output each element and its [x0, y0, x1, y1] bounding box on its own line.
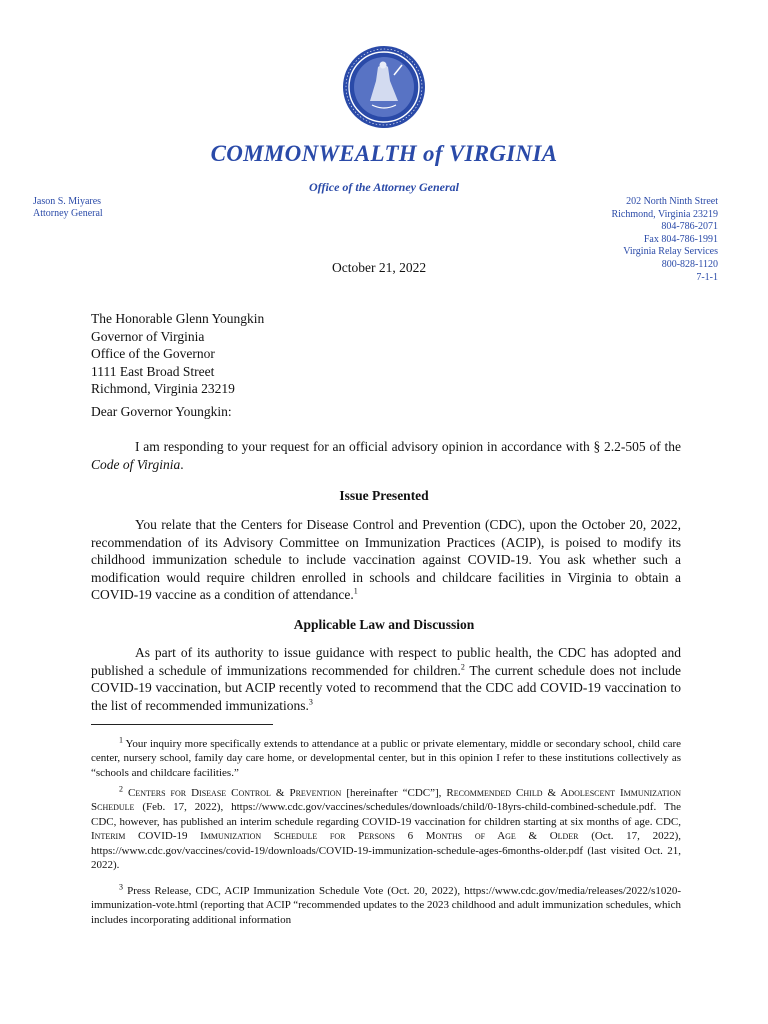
footnote-3: [91, 884, 681, 927]
address-line: 804-786-2071: [661, 221, 718, 233]
footnote-mark: 1: [119, 735, 123, 745]
attorney-general-block: [33, 196, 103, 220]
letter-date: October 21, 2022: [332, 260, 427, 275]
issue-heading: Issue Presented: [339, 488, 429, 503]
law-text-1: As part of its authority to issue guidance with respect to public health, the CDC has adopted and published a schedule of immunizations recommended for children.: [91, 645, 681, 678]
footnote-ref[interactable]: 2: [460, 662, 465, 672]
ag-title: Attorney General: [33, 208, 103, 219]
footnote-mark: 2: [119, 784, 123, 794]
recipient-line: The Honorable Glenn Youngkin: [91, 311, 265, 326]
ag-name: Jason S. Miyares: [33, 196, 102, 207]
issue-text: You relate that the Centers for Disease Control and Prevention (CDC), upon the October 20, 2022, recommendation of its Advisory Committee on Immunization Practices (ACIP), is poised to modify its childhood immunization schedule to include vaccination against COVID-19. You ask whether such a modification would require children enrolled in schools and childcare facilities in Virginia to obtain a COVID-19 vaccine as a condition of attendance.: [91, 517, 681, 603]
virginia-state-seal-icon: [342, 45, 426, 129]
footnote-mark: 3: [119, 882, 123, 892]
recipient-line: Office of the Governor: [91, 346, 215, 362]
code-of-virginia: Code of Virginia: [91, 456, 181, 472]
footnote-source: Recommended Child & Adolescent Immunization Schedule: [91, 787, 682, 814]
address-line: 800-828-1120: [661, 258, 718, 270]
recipient-line: Governor of Virginia: [91, 328, 205, 344]
law-heading: Applicable Law and Discussion: [293, 617, 475, 632]
footnote-divider: [91, 724, 273, 725]
footnote-text: Press Release, CDC, ACIP Immunization Schedule Vote (Oct. 20, 2022), https://www.cdc.gov/media/releases/2022/s1020-immunization-vote.html (reporting that ACIP “recommended updates to the 2023 childhood and adult immunization schedules, which includes incorporating additional information: [91, 885, 681, 926]
footnote-ref[interactable]: 1: [353, 586, 358, 596]
address-line: Richmond, Virginia 23219: [611, 208, 718, 220]
address-line: 202 North Ninth Street: [626, 196, 718, 207]
letterhead-title: COMMONWEALTH of VIRGINIA: [210, 141, 558, 166]
salutation: Dear Governor Youngkin:: [91, 404, 232, 419]
footnote-text: Your inquiry more specifically extends to attendance at a public or private elementary, middle or secondary school, child care center, nursery school, family day care home, or developmental center, but in this opinion I refer to these institutions collectively as “schools and childcare facilities.”: [91, 738, 681, 779]
intro-text: I am responding to your request for an official advisory opinion in accordance with § 2.2-505 of the: [135, 439, 681, 454]
address-line: Fax 804-786-1991: [643, 233, 718, 245]
issue-paragraph: [91, 516, 681, 604]
address-line: Virginia Relay Services: [623, 246, 718, 258]
footnote-source: Interim COVID-19 Immunization Schedule for Persons 6 Months of Age & Older: [91, 830, 579, 843]
footnote-text: (Oct. 17, 2022), https://www.cdc.gov/vaccines/covid-19/downloads/COVID-19-immunization-schedule-ages-6months-older.pdf (last visited Oct. 21, 2022).: [91, 830, 681, 872]
recipient-line: Richmond, Virginia 23219: [91, 381, 235, 397]
address-line: 7-1-1: [696, 271, 718, 283]
intro-paragraph: [91, 438, 681, 473]
footnote-text: (Feb. 17, 2022), https://www.cdc.gov/vaccines/schedules/downloads/child/0-18yrs-child-combined-schedule.pdf. The CDC, however, has published an interim schedule regarding COVID-19 vaccination for children starting at six months of age. CDC,: [91, 801, 681, 828]
law-text-2: The current schedule does not include COVID-19 vaccination, but ACIP recently voted to recommend that the CDC add COVID-19 vaccination to the list of recommended immunizations.: [91, 662, 681, 713]
footnote-2: [91, 786, 681, 872]
intro-end: .: [180, 456, 184, 472]
office-address-block: [611, 196, 718, 284]
footnote-source: Centers for Disease Control & Prevention: [128, 787, 342, 799]
footnote-1: [91, 737, 681, 780]
footnote-text: [hereinafter “CDC”],: [341, 787, 447, 799]
letterhead-office: Office of the Attorney General: [309, 180, 459, 194]
recipient-block: [91, 310, 264, 398]
recipient-line: 1111 East Broad Street: [91, 363, 215, 379]
footnote-ref[interactable]: 3: [308, 697, 313, 707]
law-paragraph: [91, 644, 681, 714]
